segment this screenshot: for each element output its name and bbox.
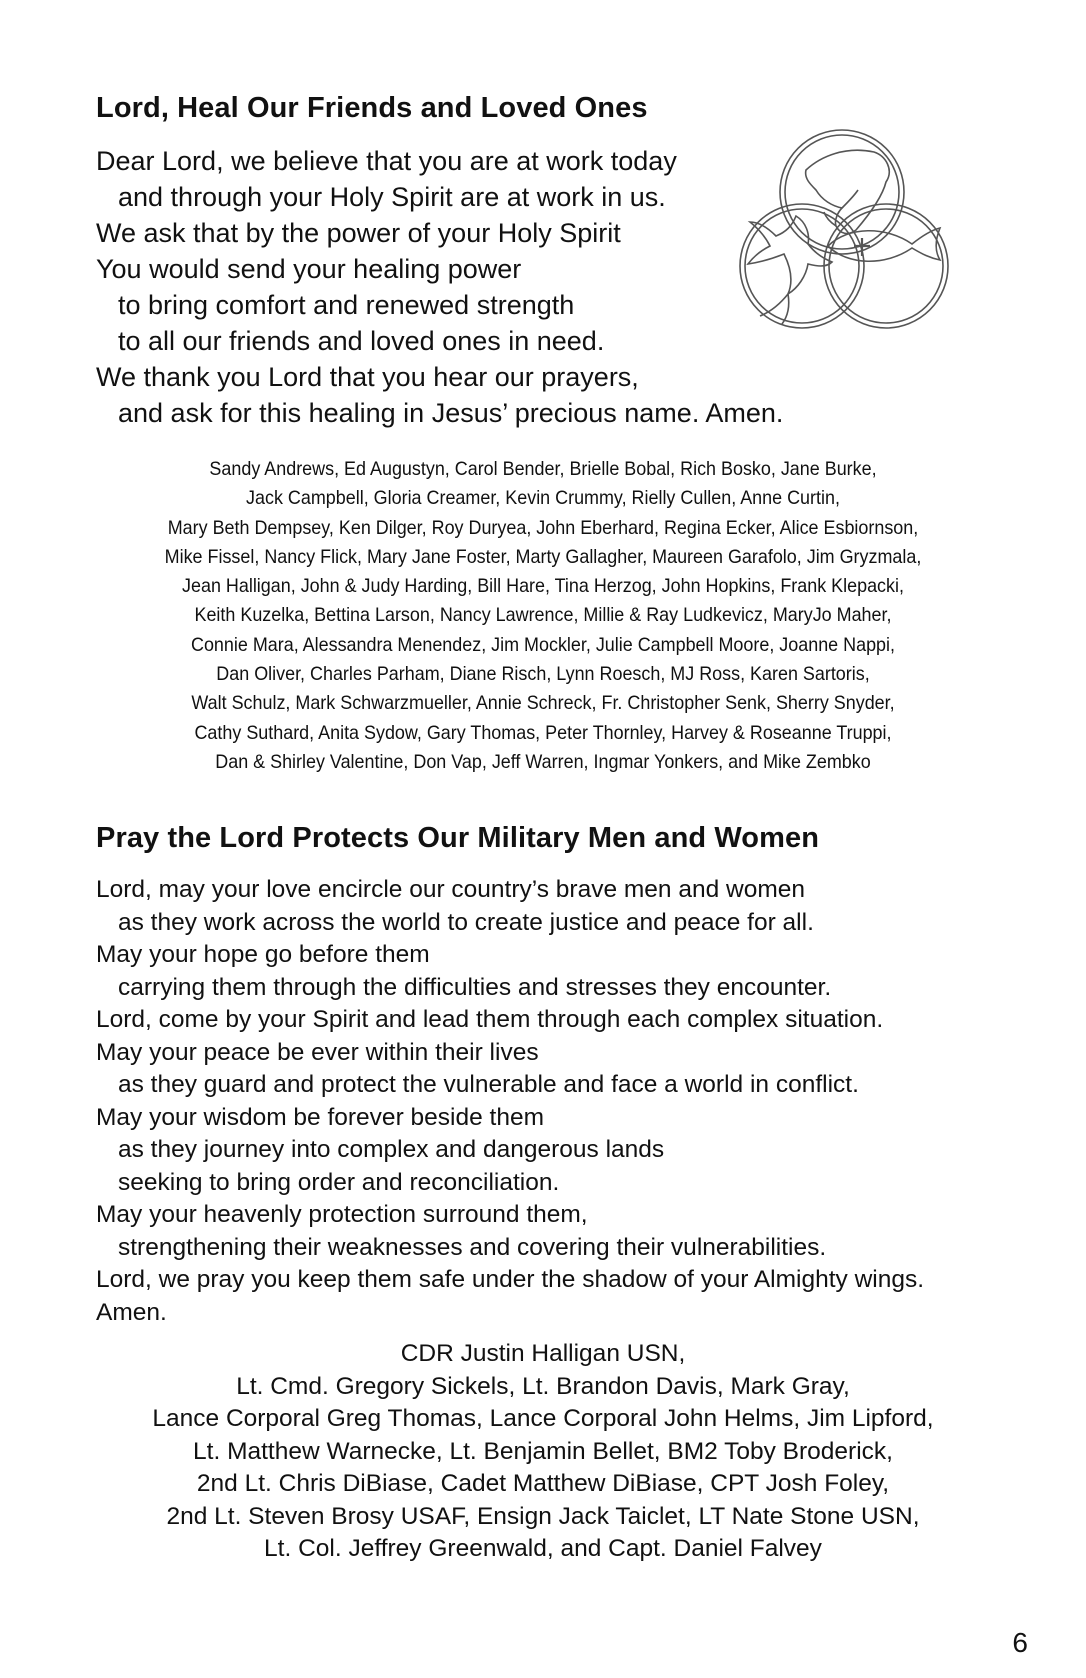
names-line: Mike Fissel, Nancy Flick, Mary Jane Foster, Marty Gallagher, Maureen Garafolo, Jim Gryzmala,: [164, 545, 922, 568]
heal-section-title: Lord, Heal Our Friends and Loved Ones: [96, 92, 648, 124]
prayer-line: to bring comfort and renewed strength: [118, 290, 575, 320]
prayer-line: Lord, we pray you keep them safe under the shadow of your Almighty wings.: [96, 1266, 925, 1293]
names-line: Lt. Col. Jeffrey Greenwald, and Capt. Daniel Falvey: [264, 1535, 822, 1562]
names-line: Mary Beth Dempsey, Ken Dilger, Roy Duryea, John Eberhard, Regina Ecker, Alice Esbiornson,: [167, 516, 919, 539]
prayer-line: May your wisdom be forever beside them: [96, 1103, 544, 1131]
names-line: Jack Campbell, Gloria Creamer, Kevin Crummy, Rielly Cullen, Anne Curtin,: [246, 487, 840, 510]
prayer-line: Lord, may your love encircle our country’s brave men and women: [96, 876, 806, 903]
prayer-line: and through your Holy Spirit are at work in us.: [118, 182, 666, 212]
prayer-line: Dear Lord, we believe that you are at work today: [96, 146, 677, 176]
military-section-title: Pray the Lord Protects Our Military Men and Women: [96, 822, 820, 854]
prayer-line: You would send your healing power: [96, 254, 522, 284]
names-line: Dan & Shirley Valentine, Don Vap, Jeff Warren, Ingmar Yonkers, and Mike Zembko: [215, 750, 871, 773]
names-line: Sandy Andrews, Ed Augustyn, Carol Bender, Brielle Bobal, Rich Bosko, Jane Burke,: [209, 458, 877, 480]
prayer-line: May your heavenly protection surround them,: [96, 1201, 588, 1228]
names-line: Lance Corporal Greg Thomas, Lance Corporal John Helms, Jim Lipford,: [152, 1405, 934, 1432]
names-line: 2nd Lt. Steven Brosy USAF, Ensign Jack Taiclet, LT Nate Stone USN,: [166, 1502, 920, 1530]
prayer-line: carrying them through the difficulties and stresses they encounter.: [118, 973, 832, 1001]
prayer-line: We thank you Lord that you hear our prayers,: [96, 362, 639, 392]
names-line: Jean Halligan, John & Judy Harding, Bill Hare, Tina Herzog, John Hopkins, Frank Klepacki,: [182, 575, 904, 598]
names-line: Connie Mara, Alessandra Menendez, Jim Mockler, Julie Campbell Moore, Joanne Nappi,: [190, 633, 896, 656]
prayer-line: We ask that by the power of your Holy Spirit: [96, 218, 621, 248]
names-line: Lt. Cmd. Gregory Sickels, Lt. Brandon Davis, Mark Gray,: [236, 1372, 850, 1400]
prayer-line: as they work across the world to create justice and peace for all.: [118, 908, 814, 936]
prayer-line: as they journey into complex and dangerous lands: [118, 1136, 665, 1163]
prayer-line: May your hope go before them: [96, 941, 430, 968]
names-line: Walt Schulz, Mark Schwarzmueller, Annie Schreck, Fr. Christopher Senk, Sherry Snyder,: [191, 692, 895, 715]
page-number: 6: [1012, 1627, 1028, 1658]
prayer-line: May your peace be ever within their lives: [96, 1038, 539, 1066]
heal-names-list: [80, 455, 1006, 777]
military-prayer: [96, 874, 924, 1329]
trinity-circles-hand-dove-fish-icon: [736, 126, 962, 350]
names-line: Lt. Matthew Warnecke, Lt. Benjamin Bellet, BM2 Toby Broderick,: [193, 1437, 893, 1465]
names-line: CDR Justin Halligan USN,: [400, 1340, 686, 1367]
prayer-line: to all our friends and loved ones in need.: [118, 326, 605, 356]
names-line: Dan Oliver, Charles Parham, Diane Risch, Lynn Roesch, MJ Ross, Karen Sartoris,: [216, 663, 870, 686]
prayer-line: strengthening their weaknesses and covering their vulnerabilities.: [118, 1233, 827, 1261]
names-line: Cathy Suthard, Anita Sydow, Gary Thomas, Peter Thornley, Harvey & Roseanne Truppi,: [194, 721, 892, 744]
prayer-line: and ask for this healing in Jesus’ precious name. Amen.: [118, 398, 784, 428]
prayer-line: Lord, come by your Spirit and lead them through each complex situation.: [96, 1006, 884, 1033]
heal-prayer: [96, 143, 783, 431]
military-names-list: [60, 1338, 1026, 1566]
names-line: Keith Kuzelka, Bettina Larson, Nancy Lawrence, Millie & Ray Ludkevicz, MaryJo Maher,: [194, 604, 892, 627]
prayer-line: seeking to bring order and reconciliation.: [118, 1168, 560, 1196]
prayer-line: as they guard and protect the vulnerable and face a world in conflict.: [118, 1071, 859, 1098]
prayer-line: Amen.: [96, 1298, 167, 1326]
names-line: 2nd Lt. Chris DiBiase, Cadet Matthew DiBiase, CPT Josh Foley,: [196, 1470, 890, 1497]
